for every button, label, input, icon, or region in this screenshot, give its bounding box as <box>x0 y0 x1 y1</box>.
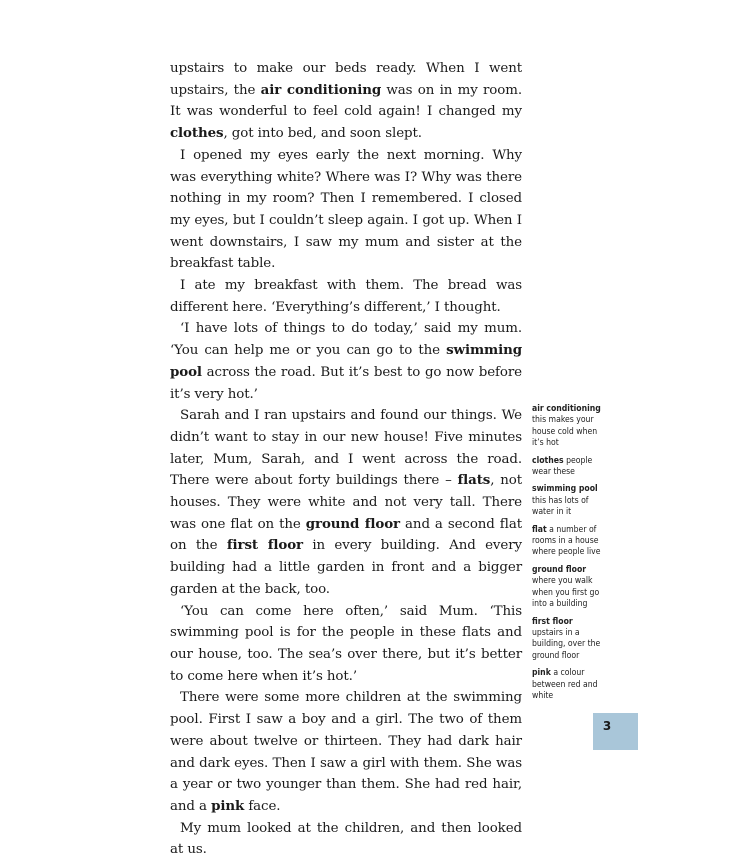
page-number: 3 <box>602 719 612 733</box>
text-run: , got into bed, and soon slept. <box>223 126 422 142</box>
glossary-definition: upstairs in a building, over the ground floor <box>532 627 601 661</box>
text-run: upstairs to make our beds ready. When I went upstairs, the <box>170 61 522 98</box>
glossary-entry <box>532 617 604 663</box>
paragraph <box>170 58 522 145</box>
paragraph <box>170 687 522 817</box>
glossary-term: pink <box>532 668 551 679</box>
glossary-definition: where you walk when you first go into a building <box>532 576 600 610</box>
glossary-term: first floor <box>532 616 573 627</box>
glossary-definition: people wear these <box>532 455 593 478</box>
glossary-entry <box>532 525 604 559</box>
text-run: Sarah and I ran upstairs and found our things. We didn’t want to stay in our new house! Five minutes later, Mum, Sarah, and I went across the road. There were about forty buildings there – <box>170 408 522 489</box>
glossary-term: swimming pool <box>532 484 598 495</box>
text-run: and a second flat on the <box>170 516 522 554</box>
glossary-term: air conditioning <box>532 404 601 414</box>
text-run: in every building. And every building had a little garden in front and a bigger garden at the back, too. <box>170 538 522 597</box>
glossary-word: flats <box>457 472 491 489</box>
glossary-term: clothes <box>532 455 564 466</box>
text-run: I ate my breakfast with them. The bread was different here. ‘Everything’s different,’ I thought. <box>170 278 522 315</box>
glossary-definition: a number of rooms in a house where people live <box>532 524 601 558</box>
text-run: My mum looked at the children, and then looked at us. <box>170 820 522 858</box>
text-run: I opened my eyes early the next morning. Why was everything white? Where was I? Why was there nothing in my room? Then I remembered. I closed my eyes, but I couldn’t sleep again. I got up. When I went downstairs, I saw my mum and sister at the breakfast table. <box>170 147 522 272</box>
glossary-entry <box>532 484 604 518</box>
glossary-definition: this makes your house cold when it’s hot <box>532 415 598 449</box>
text-run: face. <box>244 798 281 814</box>
text-run: across the road. But it’s best to go now before it’s very hot.’ <box>170 364 522 402</box>
glossary-term: ground floor <box>532 564 587 575</box>
paragraph <box>170 601 522 688</box>
text-run: , not houses. They were white and not very tall. There was one flat on the <box>170 473 522 532</box>
page-number-tab <box>593 713 638 750</box>
glossary-word: swimming pool <box>170 342 522 380</box>
glossary-word: ground floor <box>305 515 401 532</box>
glossary-entry <box>532 456 604 479</box>
glossary-entry <box>532 668 604 702</box>
glossary-term: flat <box>532 524 547 535</box>
paragraph <box>170 405 522 600</box>
glossary-entry <box>532 565 604 611</box>
text-run: ‘I have lots of things to do today,’ said my mum. ‘You can help me or you can go to the <box>170 321 522 359</box>
story-text <box>170 58 522 861</box>
glossary-sidebar <box>532 404 604 708</box>
paragraph <box>170 275 522 318</box>
text-run: There were some more children at the swimming pool. First I saw a boy and a girl. The two of them were about twelve or thirteen. They had dark hair and dark eyes. Then I saw a girl with them. She was a year or two younger than them. She had red hair, and a <box>170 690 522 814</box>
text-run: was on in my room. It was wonderful to feel cold again! I changed my <box>170 82 522 120</box>
glossary-definition: this has lots of water in it <box>532 495 589 518</box>
paragraph <box>170 818 522 861</box>
glossary-word: air conditioning <box>260 81 382 98</box>
glossary-word: clothes <box>170 125 224 142</box>
glossary-definition: a colour between red and white <box>532 668 598 701</box>
glossary-word: first floor <box>226 537 303 554</box>
paragraph <box>170 318 522 405</box>
glossary-entry <box>532 404 604 450</box>
glossary-word: pink <box>211 797 245 814</box>
paragraph <box>170 145 522 275</box>
text-run: ‘You can come here often,’ said Mum. ‘This swimming pool is for the people in these flats and our house, too. The sea’s over there, but it’s better to come here when it’s hot.’ <box>170 603 522 684</box>
